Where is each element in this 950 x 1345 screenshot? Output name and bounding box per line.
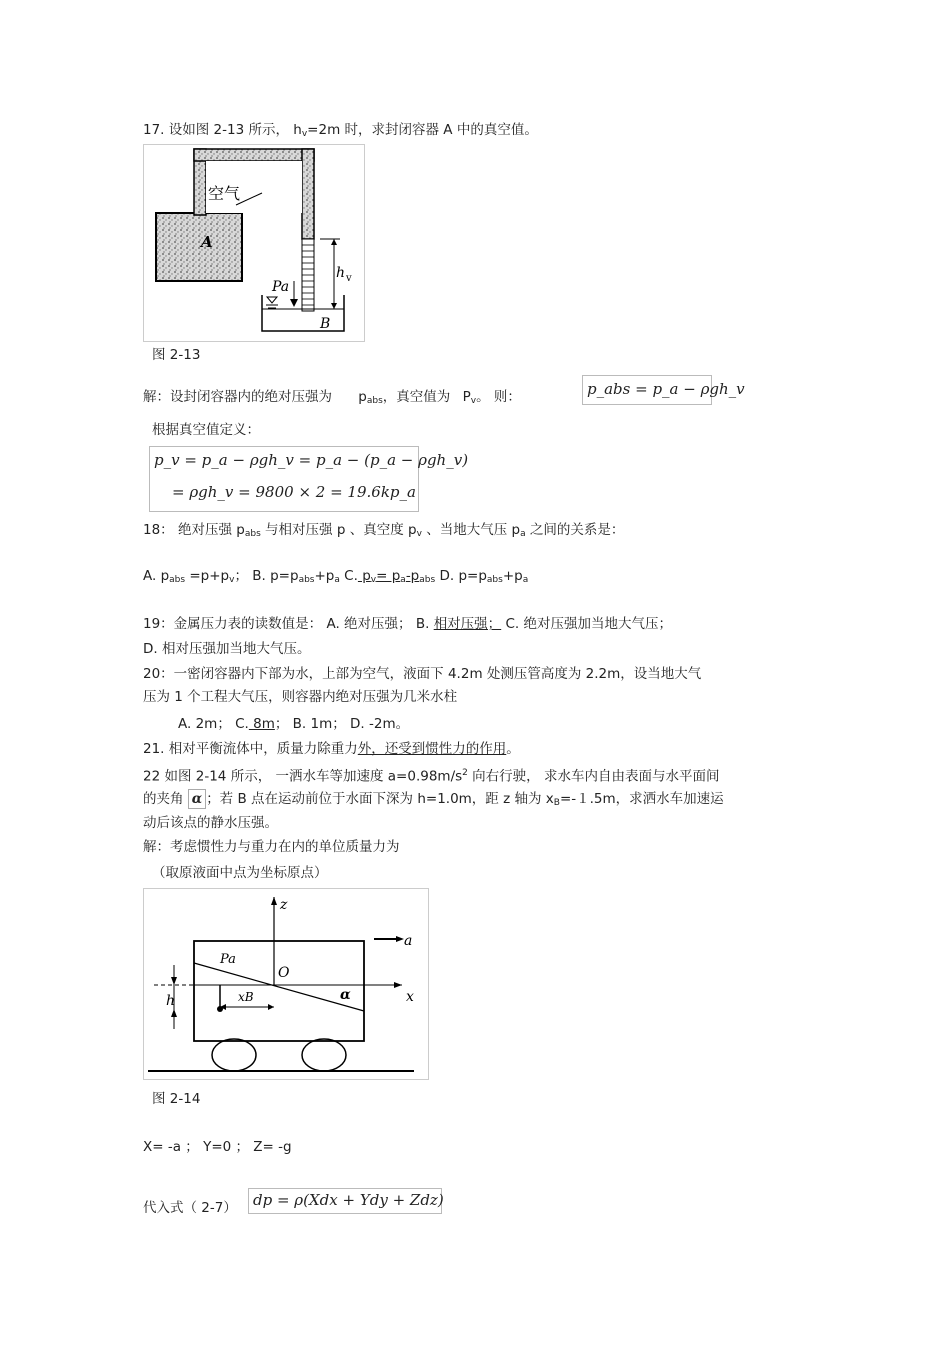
sol22-line1: 解：考虑惯性力与重力在内的单位质量力为: [143, 839, 400, 855]
figure-2-14-caption: 图 2-14: [152, 1091, 201, 1107]
fig-b-label: B: [320, 316, 331, 332]
fig-h-sub: v: [346, 273, 352, 284]
q20-line2: 压为 1 个工程大气压，则容器内绝对压强为几米水柱: [143, 689, 458, 705]
formula-vacuum: p_v = p_a − ρgh_v = p_a − (p_a − ρgh_v) = ρgh_v = 9800 × 2 = 19.6kp_a: [149, 446, 419, 512]
fig-air-label: 空气: [208, 184, 241, 203]
figure-2-13: [143, 144, 365, 342]
fig-pa-label-2: Pa: [220, 952, 236, 967]
formula-dp: dp = ρ(Xdx + Ydy + Zdz): [248, 1188, 442, 1214]
fig-x-label: x: [406, 989, 414, 1005]
alpha-symbol: α: [188, 789, 206, 809]
q18-options: A. $p_{abs} =p+p_v$； B. $p=p_{abs}+p_a$ C. $p_v= p_a-p_{abs}$ D. $p=p_{abs}+p_a$: [143, 568, 529, 585]
q18-title: 18： 绝对压强 $p_{abs}$ 与相对压强 p 、真空度 $p_v$ 、当地大气压 $p_a$ 之间的关系是：: [143, 522, 625, 539]
fig-xb-label: xB: [238, 990, 254, 1004]
q21-text: 21. 相对平衡流体中，质量力除重力外，还受到惯性力的作用。: [143, 741, 520, 757]
figure-2-14: [143, 888, 429, 1080]
q19-line2: D. 相对压强加当地大气压。: [143, 641, 311, 657]
fig-h-label-2: h: [166, 993, 176, 1009]
q19-line1: 19：金属压力表的读数值是： A. 绝对压强； B. 相对压强； C. 绝对压强加当地大气压；: [143, 616, 672, 632]
q20-line1: 20：一密闭容器内下部为水，上部为空气，液面下 4.2m 处测压管高度为 2.2m，设当地大气: [143, 666, 702, 682]
fig-h-label: h: [336, 265, 346, 281]
force-components: X= -a ； Y=0 ； Z= -g: [143, 1139, 292, 1155]
formula-pabs: p_abs = p_a − ρgh_v: [582, 375, 712, 405]
q17-title: 17. 设如图 2-13 所示， $h_v=2m$ 时，求封闭容器 A 中的真空值。: [143, 122, 538, 139]
fig-alpha-label: α: [340, 987, 351, 1003]
sol17-line1: 解：设封闭容器内的绝对压强为 $p_{abs}$，真空值为 $P_v$。 则：: [143, 389, 521, 406]
fig-tank-label: A: [201, 233, 213, 251]
substitute-text: 代入式（ 2-7）: [143, 1200, 237, 1216]
sol17-line2: 根据真空值定义：: [152, 422, 260, 438]
sol22-line2: （取原液面中点为坐标原点）: [152, 865, 328, 881]
figure-2-13-caption: 图 2-13: [152, 347, 201, 363]
fig-pa-label: Pa: [272, 279, 290, 295]
fig-z-label: z: [280, 897, 288, 913]
q22-line2: 的夹角 α ；若 B 点在运动前位于水面下深为 h=1.0m，距 z 轴为 $x_B=-1.5m$，求洒水车加速运: [143, 791, 724, 808]
q22-line3: 动后该点的静水压强。: [143, 815, 278, 831]
fig-o-label: O: [278, 965, 290, 981]
q20-options: A. 2m； C. 8m； B. 1m； D. -2m。: [178, 716, 410, 732]
q22-line1: 22 如图 2-14 所示， 一洒水车等加速度 $a=0.98m/s^2$ 向右行驶， 求水车内自由表面与水平面间: [143, 768, 720, 785]
fig-a-label: a: [404, 933, 413, 949]
